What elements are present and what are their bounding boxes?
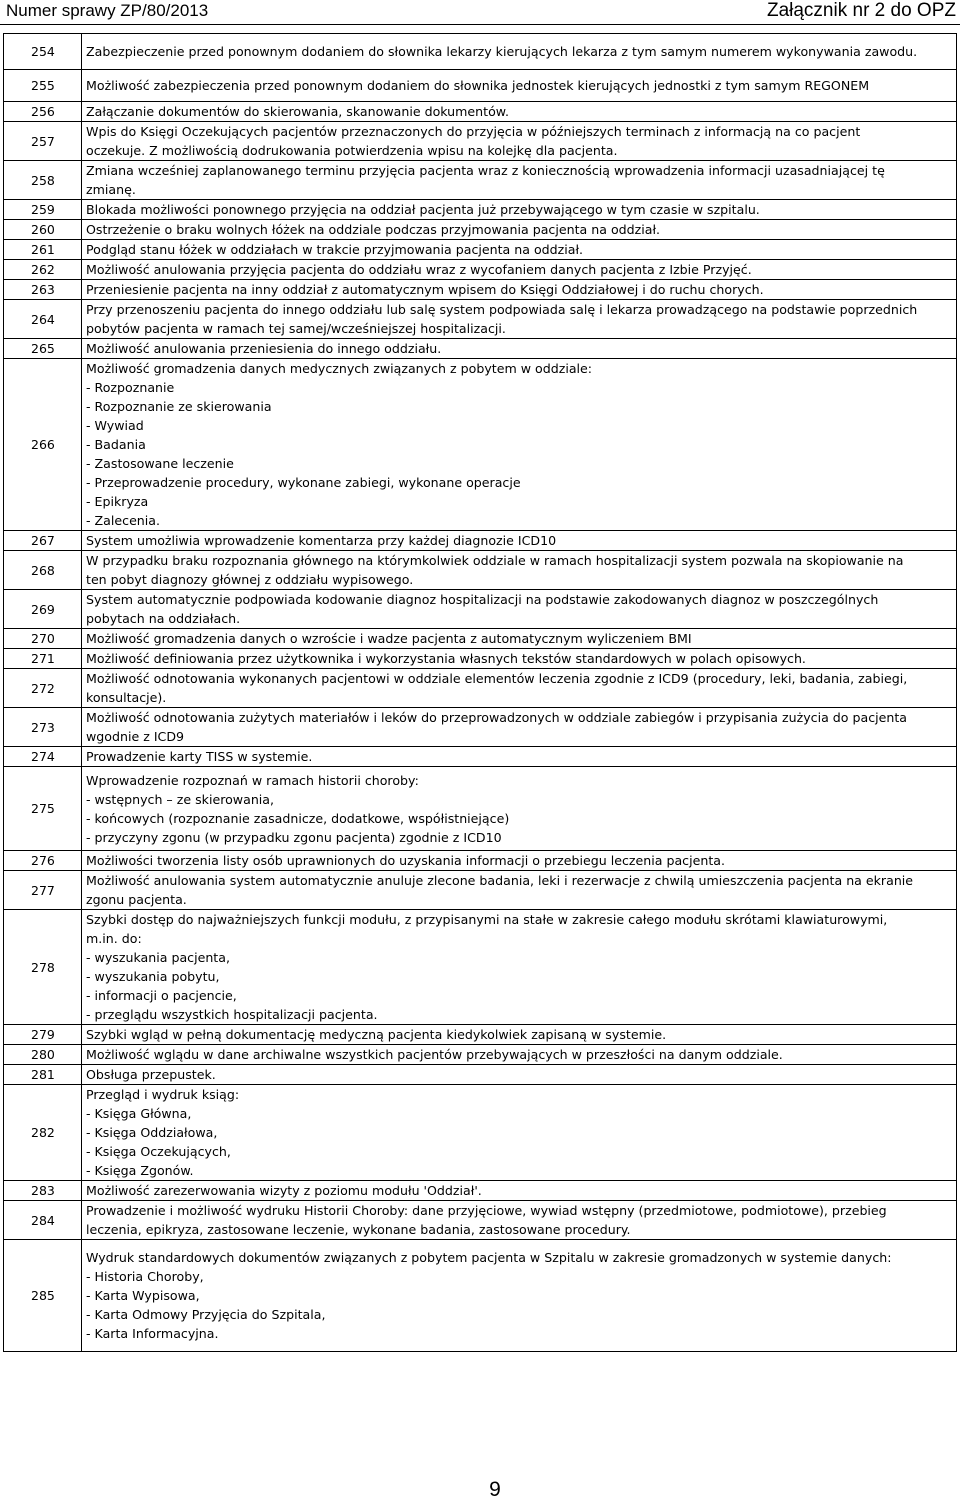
row-number: 258 (4, 161, 82, 200)
row-number: 280 (4, 1045, 82, 1065)
requirement-line: Przy przenoszeniu pacjenta do innego oddziału lub salę system podpowiada salę i lekarza prowadzącego na podstawie poprzednich (86, 302, 918, 317)
requirement-text (82, 161, 957, 200)
requirement-line: Możliwość zarezerwowania wizyty z poziomu modułu 'Oddział'. (86, 1183, 482, 1198)
row-number: 278 (4, 910, 82, 1025)
table-row (4, 871, 957, 910)
requirement-line: ten pobyt diagnozy głównej z oddziału wypisowego. (86, 572, 414, 587)
requirement-line: Obsługa przepustek. (86, 1067, 216, 1082)
requirement-line: Zabezpieczenie przed ponownym dodaniem do słownika lekarzy kierujących lekarza z tym samym numerem wykonywania zawodu. (86, 44, 918, 59)
table-row (4, 240, 957, 260)
requirement-text (82, 300, 957, 339)
requirement-line: - Karta Informacyjna. (86, 1326, 219, 1341)
table-row (4, 220, 957, 240)
requirement-line: - Księga Zgonów. (86, 1163, 194, 1178)
requirement-line: - Karta Odmowy Przyjęcia do Szpitala, (86, 1307, 326, 1322)
requirement-text (82, 851, 957, 871)
requirement-line: - Badania (86, 437, 146, 452)
table-row (4, 851, 957, 871)
table-row (4, 767, 957, 851)
table-row (4, 1065, 957, 1085)
row-number: 281 (4, 1065, 82, 1085)
row-number: 255 (4, 70, 82, 102)
requirement-text (82, 1045, 957, 1065)
row-number: 275 (4, 767, 82, 851)
table-row (4, 34, 957, 70)
requirement-text (82, 70, 957, 102)
requirement-line: Możliwość definiowania przez użytkownika i wykorzystania własnych tekstów standardowych w polach opisowych. (86, 651, 806, 666)
requirement-text (82, 649, 957, 669)
requirement-line: - Wywiad (86, 418, 144, 433)
requirement-line: Możliwości tworzenia listy osób uprawnionych do uzyskania informacji o przebiegu leczenia pacjenta. (86, 853, 725, 868)
requirement-line: - przeglądu wszystkich hospitalizacji pacjenta. (86, 1007, 378, 1022)
requirement-line: System umożliwia wprowadzenie komentarza przy każdej diagnozie ICD10 (86, 533, 557, 548)
requirement-line: Wpis do Księgi Oczekujących pacjentów przeznaczonych do przyjęcia w późniejszych terminach z informacją na co pacjent (86, 124, 861, 139)
table-row (4, 200, 957, 220)
requirement-line: pobytów pacjenta w ramach tej samej/wcześniejszej hospitalizacji. (86, 321, 506, 336)
table-row (4, 1240, 957, 1352)
table-row (4, 629, 957, 649)
requirement-line: Szybki wgląd w pełną dokumentację medyczną pacjenta kiedykolwiek zapisaną w systemie. (86, 1027, 667, 1042)
requirement-line: Możliwość wglądu w dane archiwalne wszystkich pacjentów przebywających w przeszłości na danym oddziale. (86, 1047, 783, 1062)
row-number: 259 (4, 200, 82, 220)
requirement-line: - wyszukania pobytu, (86, 969, 220, 984)
row-number: 263 (4, 280, 82, 300)
row-number: 283 (4, 1181, 82, 1201)
requirement-line: - Zalecenia. (86, 513, 161, 528)
requirement-text (82, 629, 957, 649)
requirement-text (82, 1085, 957, 1181)
table-row (4, 590, 957, 629)
table-row (4, 649, 957, 669)
requirement-text (82, 747, 957, 767)
requirement-line: - Księga Oczekujących, (86, 1144, 231, 1159)
row-number: 272 (4, 669, 82, 708)
requirement-line: System automatycznie podpowiada kodowanie diagnoz hospitalizacji na podstawie zakodowanych diagnoz w poszczególnych (86, 592, 879, 607)
row-number: 261 (4, 240, 82, 260)
requirement-text (82, 359, 957, 531)
requirement-text (82, 240, 957, 260)
requirement-line: - Rozpoznanie ze skierowania (86, 399, 272, 414)
attachment-title: Załącznik nr 2 do OPZ (766, 0, 956, 21)
requirement-line: Przeniesienie pacjenta na inny oddział z automatycznym wpisem do Księgi Oddziałowej i do ruchu chorych. (86, 282, 764, 297)
requirement-line: Możliwość odnotowania zużytych materiałów i leków do przeprowadzonych w oddziale zabiegów i przypisania zużycia do pacjenta (86, 710, 908, 725)
requirement-line: Blokada możliwości ponownego przyjęcia na oddział pacjenta już przebywającego w tym czasie w szpitalu. (86, 202, 760, 217)
requirement-line: Możliwość gromadzenia danych medycznych związanych z pobytem w oddziale: (86, 361, 593, 376)
requirement-line: Przegląd i wydruk ksiąg: (86, 1087, 240, 1102)
requirement-line: - wyszukania pacjenta, (86, 950, 230, 965)
requirement-line: - Księga Główna, (86, 1106, 192, 1121)
requirement-line: - Przeprowadzenie procedury, wykonane zabiegi, wykonane operacje (86, 475, 521, 490)
table-row (4, 122, 957, 161)
requirement-line: Załączanie dokumentów do skierowania, skanowanie dokumentów. (86, 104, 509, 119)
case-number: Numer sprawy ZP/80/2013 (6, 1, 209, 20)
requirement-line: - Historia Choroby, (86, 1269, 204, 1284)
requirement-line: Możliwość anulowania system automatycznie anuluje zlecone badania, leki i rezerwacje z chwilą umieszczenia pacjenta na ekranie (86, 873, 914, 888)
requirement-text (82, 280, 957, 300)
requirement-text (82, 200, 957, 220)
row-number: 254 (4, 34, 82, 70)
row-number: 282 (4, 1085, 82, 1181)
header-divider (0, 24, 960, 25)
table-row (4, 70, 957, 102)
requirement-line: - informacji o pacjencie, (86, 988, 237, 1003)
requirement-line: Prowadzenie i możliwość wydruku Historii Choroby: dane przyjęciowe, wywiad wstępny (przedmiotowe, podmiotowe), przebieg (86, 1203, 887, 1218)
requirement-line: konsultacje). (86, 690, 167, 705)
requirement-text (82, 1181, 957, 1201)
requirement-line: wgodnie z ICD9 (86, 729, 185, 744)
row-number: 271 (4, 649, 82, 669)
requirement-line: - Epikryza (86, 494, 149, 509)
table-row (4, 747, 957, 767)
table-row (4, 102, 957, 122)
requirement-text (82, 669, 957, 708)
requirement-line: - przyczyny zgonu (w przypadku zgonu pacjenta) zgodnie z ICD10 (86, 829, 502, 845)
requirement-text (82, 871, 957, 910)
table-row (4, 1085, 957, 1181)
requirement-text (82, 220, 957, 240)
requirement-text (82, 1065, 957, 1085)
row-number: 270 (4, 629, 82, 649)
requirements-table (3, 33, 957, 1352)
requirement-line: - Zastosowane leczenie (86, 456, 234, 471)
requirement-text (82, 1240, 957, 1352)
requirement-text (82, 1025, 957, 1045)
row-number: 277 (4, 871, 82, 910)
requirement-text (82, 767, 957, 851)
table-row (4, 708, 957, 747)
row-number: 285 (4, 1240, 82, 1352)
requirement-line: - końcowych (rozpoznanie zasadnicze, dodatkowe, współistniejące) (86, 810, 510, 826)
row-number: 269 (4, 590, 82, 629)
table-row (4, 300, 957, 339)
requirement-line: Możliwość anulowania przeniesienia do innego oddziału. (86, 341, 442, 356)
page-header (0, 0, 960, 28)
requirement-line: Zmiana wcześniej zaplanowanego terminu przyjęcia pacjenta wraz z koniecznością wprowadzenia informacji uzasadniającej tę (86, 163, 885, 178)
requirement-line: pobytach na oddziałach. (86, 611, 241, 626)
requirement-line: W przypadku braku rozpoznania głównego na którymkolwiek oddziale w ramach hospitalizacji system pozwala na skopiowanie na (86, 553, 904, 568)
requirement-line: oczekuje. Z możliwością dodrukowania potwierdzenia wpisu na kolejkę dla pacjenta. (86, 143, 618, 158)
table-row (4, 280, 957, 300)
table-row (4, 551, 957, 590)
requirement-line: Możliwość odnotowania wykonanych pacjentowi w oddziale elementów leczenia zgodnie z ICD9 (procedury, leki, badania, zabiegi, (86, 671, 908, 686)
table-row (4, 1181, 957, 1201)
table-row (4, 910, 957, 1025)
row-number: 256 (4, 102, 82, 122)
requirement-text (82, 551, 957, 590)
row-number: 267 (4, 531, 82, 551)
requirement-text (82, 590, 957, 629)
requirement-text (82, 339, 957, 359)
requirement-text (82, 708, 957, 747)
requirement-line: zmianę. (86, 182, 136, 197)
row-number: 262 (4, 260, 82, 280)
table-row (4, 161, 957, 200)
requirement-line: Wprowadzenie rozpoznań w ramach historii choroby: (86, 772, 419, 788)
table-row (4, 339, 957, 359)
row-number: 257 (4, 122, 82, 161)
row-number: 260 (4, 220, 82, 240)
requirement-line: - Księga Oddziałowa, (86, 1125, 218, 1140)
row-number: 279 (4, 1025, 82, 1045)
requirement-line: Możliwość gromadzenia danych o wzroście i wadze pacjenta z automatycznym wyliczeniem BMI (86, 631, 692, 646)
row-number: 266 (4, 359, 82, 531)
requirement-line: - wstępnych – ze skierowania, (86, 791, 275, 807)
requirement-line: Prowadzenie karty TISS w systemie. (86, 749, 313, 764)
row-number: 265 (4, 339, 82, 359)
page-number: 9 (489, 1478, 501, 1501)
requirement-line: Szybki dostęp do najważniejszych funkcji modułu, z przypisanymi na stałe w zakresie całego modułu skrótami klawiaturowymi, (86, 912, 888, 927)
table-row (4, 531, 957, 551)
requirement-line: Możliwość zabezpieczenia przed ponownym dodaniem do słownika jednostek kierujących jednostki z tym samym REGONEM (86, 78, 870, 93)
table-row (4, 260, 957, 280)
row-number: 274 (4, 747, 82, 767)
table-row (4, 669, 957, 708)
requirement-text (82, 1201, 957, 1240)
requirement-line: Ostrzeżenie o braku wolnych łóżek na oddziale podczas przyjmowania pacjenta na oddział. (86, 222, 661, 237)
requirement-line: - Rozpoznanie (86, 380, 175, 395)
table-row (4, 359, 957, 531)
table-row (4, 1025, 957, 1045)
row-number: 268 (4, 551, 82, 590)
requirement-text (82, 102, 957, 122)
requirement-text (82, 910, 957, 1025)
requirement-text (82, 122, 957, 161)
requirement-text (82, 260, 957, 280)
requirement-line: m.in. do: (86, 931, 142, 946)
row-number: 284 (4, 1201, 82, 1240)
requirement-line: - Karta Wypisowa, (86, 1288, 200, 1303)
row-number: 276 (4, 851, 82, 871)
requirement-text (82, 34, 957, 70)
row-number: 273 (4, 708, 82, 747)
requirement-line: Możliwość anulowania przyjęcia pacjenta do oddziału wraz z wycofaniem danych pacjenta z Izbie Przyjęć. (86, 262, 752, 277)
table-row (4, 1201, 957, 1240)
requirement-line: zgonu pacjenta. (86, 892, 187, 907)
requirement-text (82, 531, 957, 551)
requirement-line: Wydruk standardowych dokumentów związanych z pobytem pacjenta w Szpitalu w zakresie gromadzonych w systemie danych: (86, 1250, 892, 1265)
row-number: 264 (4, 300, 82, 339)
requirement-line: Podgląd stanu łóżek w oddziałach w trakcie przyjmowania pacjenta na oddział. (86, 242, 584, 257)
requirement-line: leczenia, epikryza, zastosowane leczenie, wykonane badania, zastosowane procedury. (86, 1222, 631, 1237)
table-row (4, 1045, 957, 1065)
